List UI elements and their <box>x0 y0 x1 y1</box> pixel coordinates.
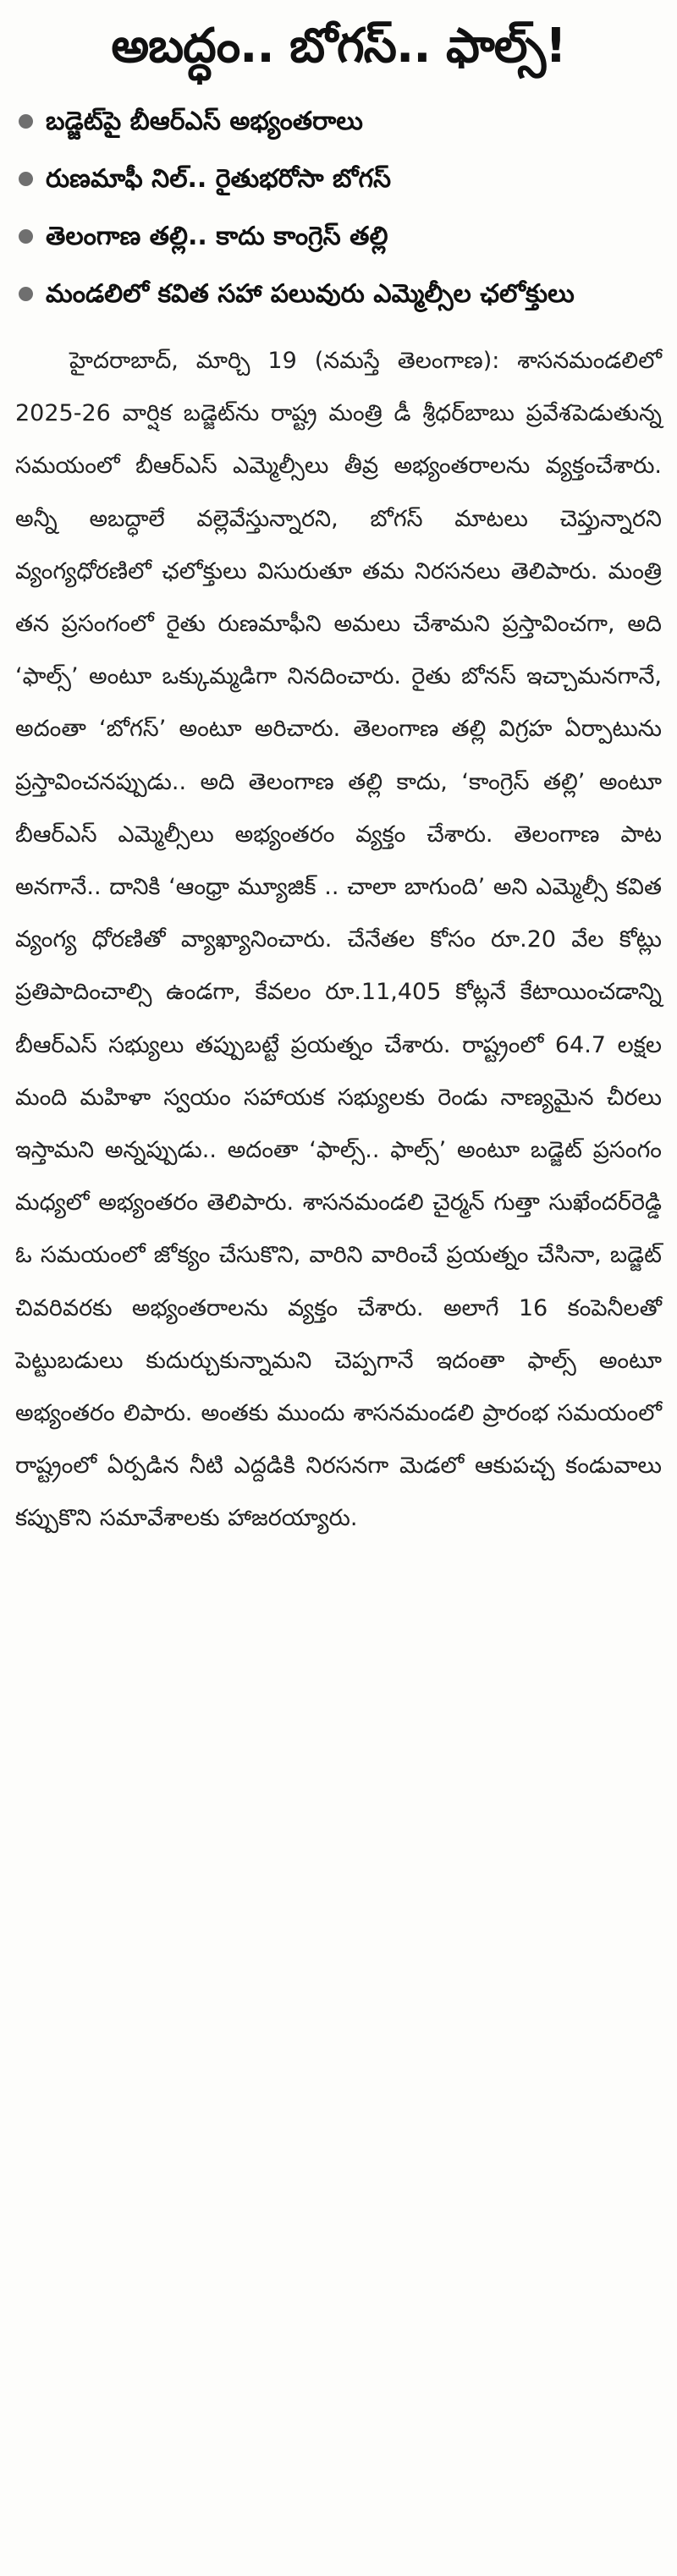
highlight-item <box>15 151 662 208</box>
bullet-dot-icon <box>19 287 33 301</box>
article-body <box>15 335 662 1546</box>
highlight-text: రుణమాఫీ నిల్.. రైతుభరోసా బోగస్ <box>46 164 392 194</box>
highlight-item <box>15 266 662 323</box>
highlight-text: బడ్జెట్‌పై బీఆర్‌ఎస్ అభ్యంతరాలు <box>46 107 363 136</box>
highlight-item <box>15 93 662 151</box>
headline: అబద్ధం.. బోగస్.. ఫాల్స్! <box>111 19 566 74</box>
bullet-dot-icon <box>19 172 33 186</box>
highlight-text: మండలిలో కవిత సహా పలువురు ఎమ్మెల్సీల ఛలోక్తులు <box>46 279 575 309</box>
article-dateline: హైదరాబాద్, మార్చి 19 (నమస్తే తెలంగాణ): <box>69 348 500 374</box>
article-text: శాసనమండలిలో 2025-26 వార్షిక బడ్జెట్‌ను రాష్ట్ర మంత్రి డీ శ్రీధర్‌బాబు ప్రవేశపెడుతున్న సమయంలో బీఆర్‌ఎస్ ఎమ్మెల్సీలు తీవ్ర అభ్యంతరాలను వ్యక్తంచేశారు. అన్నీ అబద్ధాలే వల్లెవేస్తున్నారని, బోగస్ మాటలు చెప్తున్నారని వ్యంగ్యధోరణిలో ఛలోక్తులు విసురుతూ తమ నిరసనలు తెలిపారు. మంత్రి తన ప్రసంగంలో రైతు రుణమాఫీని అమలు చేశామని ప్రస్తావించగా, అది ‘ఫాల్స్’ అంటూ ఒక్కుమ్మడిగా నినదించారు. రైతు బోనస్ ఇచ్చామనగానే, అదంతా ‘బోగస్’ అంటూ అరిచారు. తెలంగాణ తల్లి విగ్రహ ఏర్పాటును ప్రస్తావించనప్పుడు.. అది తెలంగాణ తల్లి కాదు, ‘కాంగ్రెస్ తల్లి’ అంటూ బీఆర్‌ఎస్ ఎమ్మెల్సీలు అభ్యంతరం వ్యక్తం చేశారు. తెలంగాణ పాట అనగానే.. దానికి ‘ఆంధ్రా మ్యూజిక్ .. చాలా బాగుంది’ అని ఎమ్మెల్సీ కవిత వ్యంగ్య ధోరణితో వ్యాఖ్యానించారు. చేనేతల కోసం రూ.20 వేల కోట్లు ప్రతిపాదించాల్సి ఉండగా, కేవలం రూ.11,405 కోట్లనే కేటాయించడాన్ని బీఆర్‌ఎస్ సభ్యులు తప్పుబట్టే ప్రయత్నం చేశారు. రాష్ట్రంలో 64.7 లక్షల మంది మహిళా స్వయం సహాయక సభ్యులకు రెండు నాణ్యమైన చీరలు ఇస్తామని అన్నప్పుడు.. అదంతా ‘ఫాల్స్.. ఫాల్స్’ అంటూ బడ్జెట్ ప్రసంగం మధ్యలో అభ్యంతరం తెలిపారు. శాసనమండలి చైర్మన్ గుత్తా సుఖేందర్‌రెడ్డి ఓ సమయంలో జోక్యం చేసుకొని, వారిని వారించే ప్రయత్నం చేసినా, బడ్జెట్ చివరివరకు అభ్యంతరాలను వ్యక్తం చేశారు. అలాగే 16 కంపెనీలతో పెట్టుబడులు కుదుర్చుకున్నామని చెప్పగానే ఇదంతా ఫాల్స్ అంటూ అభ్యంతరం లిపారు. అంతకు ముందు శాసనమండలి ప్రారంభ సమయంలో రాష్ట్రంలో ఏర్పడిన నీటి ఎద్దడికి నిరసనగా మెడలో ఆకుపచ్చ కండువాలు కప్పుకొని సమావేశాలకు హాజరయ్యారు. <box>15 348 662 1532</box>
bullet-dot-icon <box>19 114 33 129</box>
highlights-list <box>15 93 662 323</box>
bullet-dot-icon <box>19 229 33 244</box>
highlight-item <box>15 208 662 266</box>
highlight-text: తెలంగాణ తల్లి.. కాదు కాంగ్రెస్ తల్లి <box>46 222 388 251</box>
